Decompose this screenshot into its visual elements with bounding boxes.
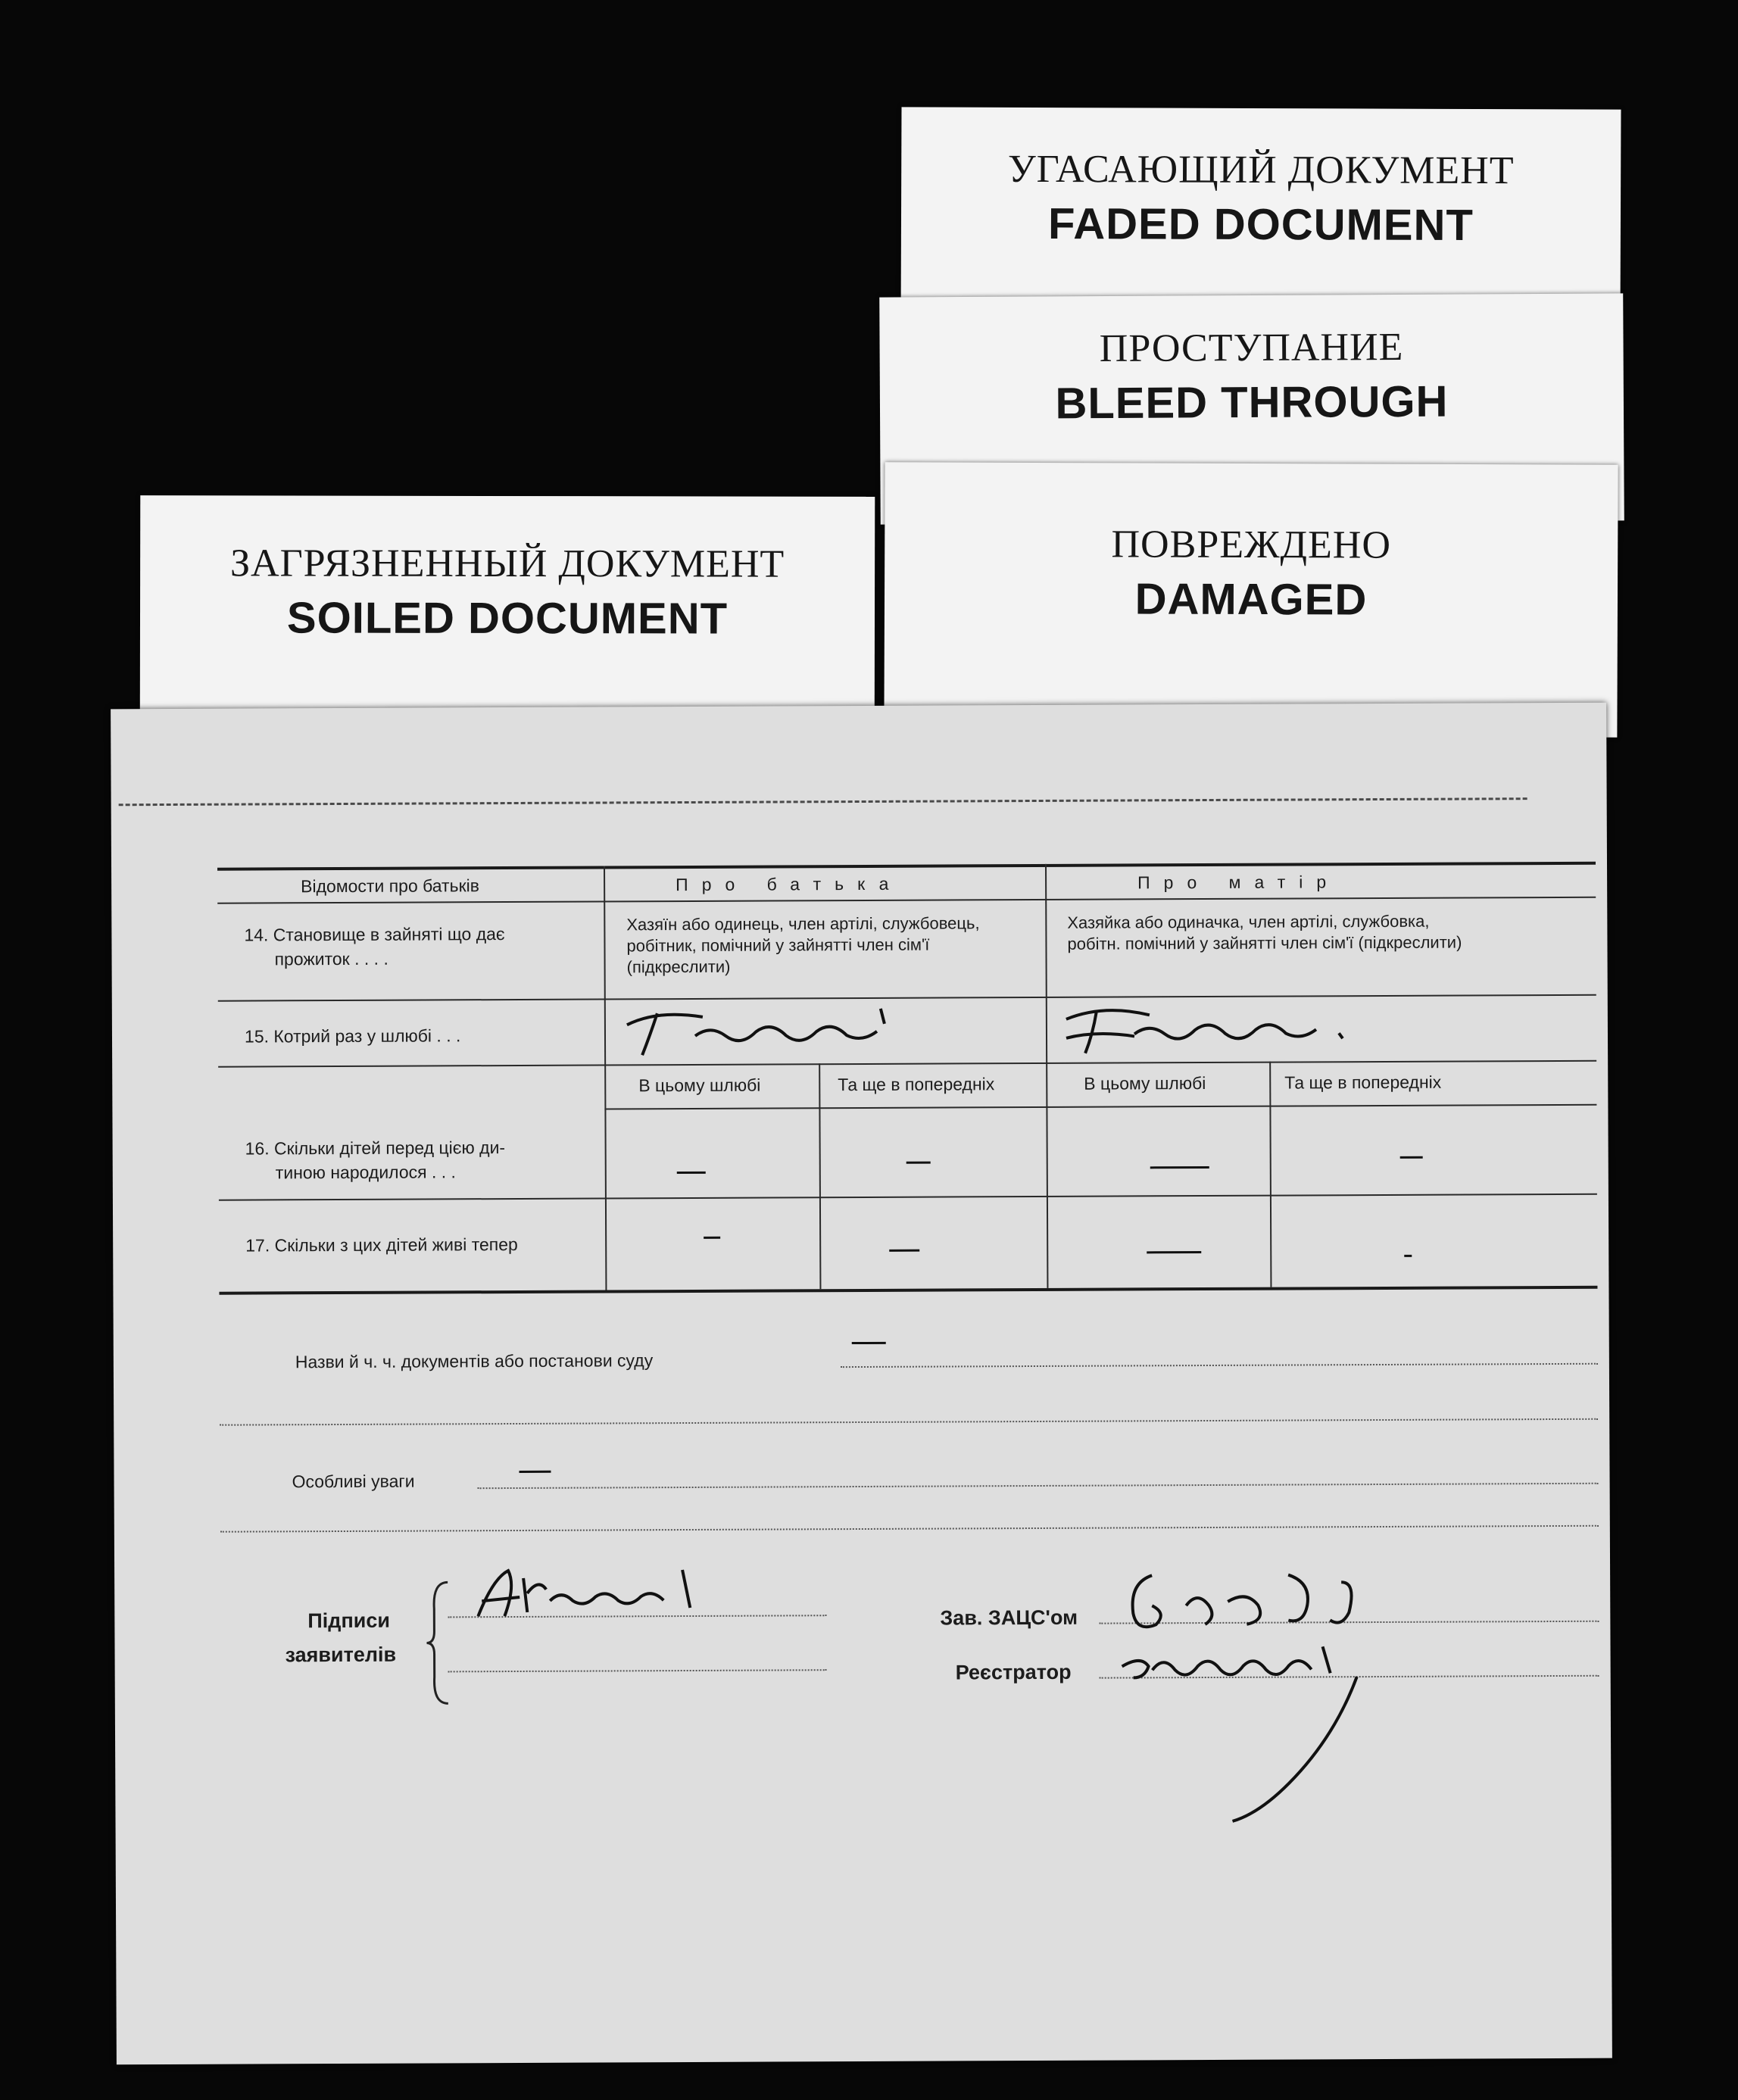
row16-father-previous-dash xyxy=(906,1162,931,1164)
header-father: Про батька xyxy=(676,873,903,895)
col-divider-2 xyxy=(1045,864,1048,1288)
mother-this-marriage: В цьому шлюбі xyxy=(1084,1073,1206,1094)
header-mother: Про матір xyxy=(1137,872,1340,893)
registrar-label: Реєстратор xyxy=(955,1660,1072,1684)
row17-mother-current-dash xyxy=(1147,1251,1201,1253)
damaged-card-russian: ПОВРЕЖДЕНО xyxy=(1111,523,1392,567)
faded-card-english: FADED DOCUMENT xyxy=(1047,199,1474,250)
registry-form-sheet xyxy=(111,703,1612,2065)
row14-label-1: 14. Становище в зайняті що дає xyxy=(244,924,505,945)
notes-dotted-line xyxy=(478,1483,1599,1489)
row15-label: 15. Котрий раз у шлюбі . . . xyxy=(244,1025,461,1047)
row16-label-2: тиною народилося . . . xyxy=(275,1162,456,1183)
row16-father-current-dash xyxy=(677,1172,706,1174)
father-previous: Та ще в попередніх xyxy=(838,1074,995,1095)
table-bottom-border xyxy=(219,1286,1597,1295)
head-label: Зав. ЗАЦС'ом xyxy=(940,1605,1078,1630)
documents-dotted-line xyxy=(841,1363,1598,1368)
applicants-brace xyxy=(425,1578,456,1707)
row15-mother-signature xyxy=(1051,991,1369,1061)
registrar-signature xyxy=(1106,1631,1463,1830)
table-top-border xyxy=(217,862,1596,871)
applicant-signature xyxy=(463,1547,750,1632)
damaged-card xyxy=(884,462,1618,737)
mother-previous: Та ще в попередніх xyxy=(1284,1072,1442,1093)
row17-father-current-dash xyxy=(704,1237,720,1239)
father-this-marriage: В цьому шлюбі xyxy=(638,1075,761,1096)
col-divider-1 xyxy=(604,866,607,1290)
soiled-card-russian: ЗАГРЯЗНЕННЫЙ ДОКУМЕНТ xyxy=(229,541,785,586)
row17-label: 17. Скільки з цих дітей живі тепер xyxy=(245,1234,518,1256)
header-divider xyxy=(217,897,1596,904)
subheader-divider xyxy=(604,1104,1596,1110)
row17-father-previous-dash xyxy=(889,1250,919,1252)
faded-card-russian: УГАСАЮЩИЙ ДОКУМЕНТ xyxy=(1007,147,1515,193)
applicants-label-1: Підписи xyxy=(307,1609,391,1633)
soiled-card-english: SOILED DOCUMENT xyxy=(286,593,729,644)
row14-father-text: Хазяїн або одинець, член артілі, службовець, робітник, помічний у зайнятті член сім'ї (підкреслити) xyxy=(626,913,980,977)
documents-dash xyxy=(852,1342,886,1344)
row14-mother-text: Хазяйка або одиначка, член артілі, службовка, робітн. помічний у зайнятті член сім'ї (підкреслити) xyxy=(1067,911,1462,953)
bleed-card-english: BLEED THROUGH xyxy=(1055,376,1449,429)
row16-mother-previous-dash xyxy=(1400,1156,1423,1159)
bleed-card-russian: ПРОСТУПАНИЕ xyxy=(1099,325,1404,371)
header-parents: Відомости про батьків xyxy=(301,875,479,897)
applicants-label-2: заявителів xyxy=(285,1643,397,1667)
applicant-signature-line-2 xyxy=(448,1669,827,1672)
perforation-line xyxy=(119,797,1527,806)
row14-label-2: прожиток . . . . xyxy=(274,948,388,969)
notes-dotted-line-2 xyxy=(220,1525,1599,1533)
row16-divider xyxy=(219,1194,1597,1201)
col-divider-mother xyxy=(1269,1062,1272,1287)
row16-mother-current-dash xyxy=(1150,1166,1209,1169)
row15-father-signature xyxy=(612,994,915,1063)
row16-label-1: 16. Скільки дітей перед цією ди- xyxy=(245,1137,506,1159)
notes-label: Особливі уваги xyxy=(292,1471,415,1492)
row17-mother-previous-dash xyxy=(1404,1255,1412,1257)
damaged-card-english: DAMAGED xyxy=(1134,574,1368,625)
notes-dash xyxy=(519,1471,551,1473)
documents-label: Назви й ч. ч. документів або постанови суду xyxy=(295,1350,654,1372)
documents-dotted-line-2 xyxy=(220,1418,1598,1426)
col-divider-father xyxy=(819,1063,821,1289)
